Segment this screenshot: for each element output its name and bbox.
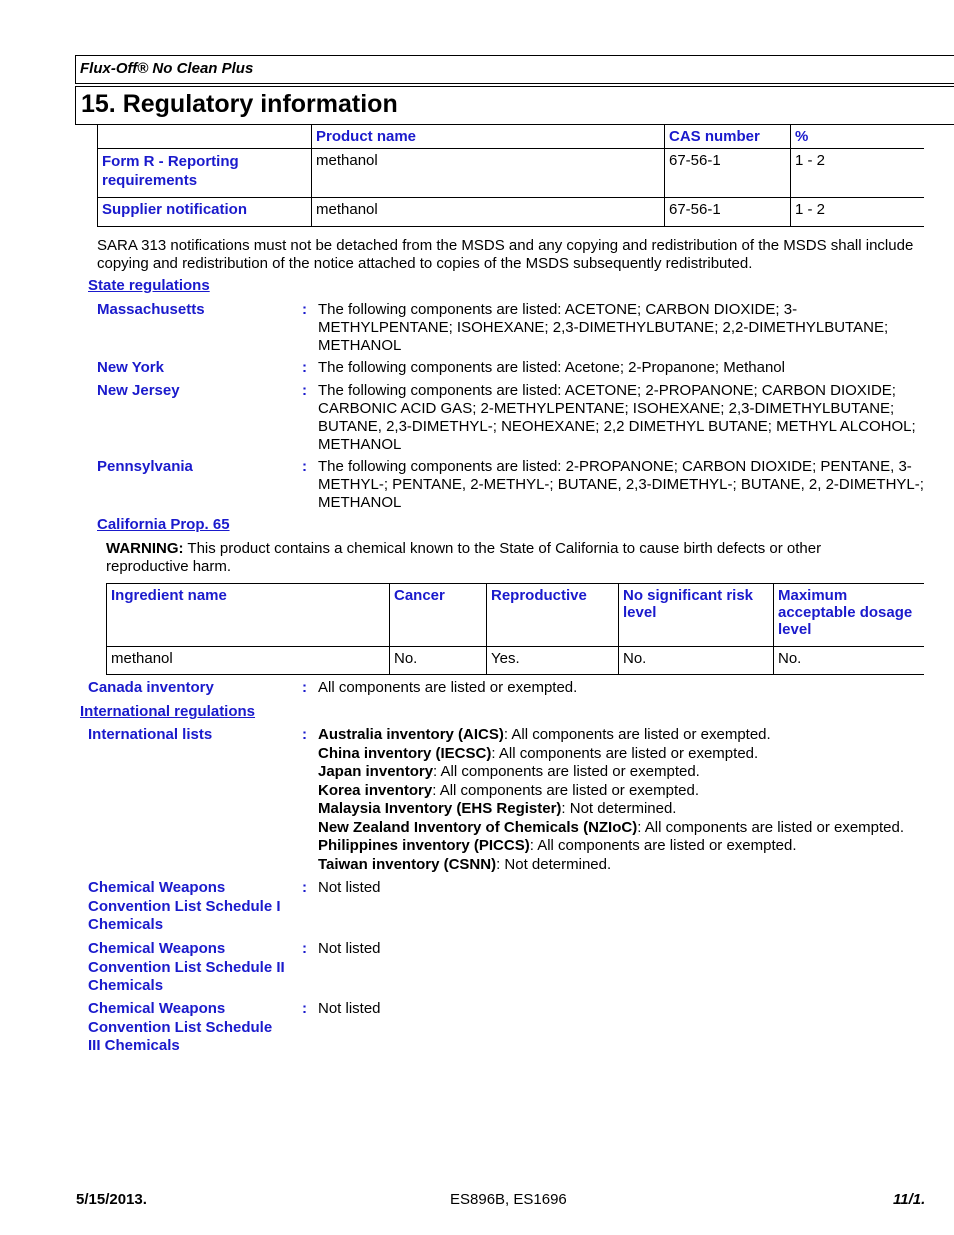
massachusetts-value: The following components are listed: ACETONE; CARBON DIOXIDE; 3-METHYLPENTANE; ISOHEXANE; 2,3-DIMETHYLBUTANE; 2,2-DIMETHYLBUTANE; METHANOL xyxy=(318,301,889,354)
colon: : xyxy=(302,458,307,475)
massachusetts-label: Massachusetts xyxy=(97,301,205,318)
footer-code: ES896B, ES1696 xyxy=(450,1191,567,1208)
table-header-cell: Ingredient name xyxy=(107,584,390,647)
colon: : xyxy=(302,679,307,696)
table-cell: 67-56-1 xyxy=(665,198,791,227)
cwc-schedule-1-label: Chemical Weapons Convention List Schedule I Chemicals xyxy=(88,879,281,933)
cwc-schedule-1-value: Not listed xyxy=(318,879,381,896)
cwc-schedule-2-value: Not listed xyxy=(318,940,381,957)
product-name: Flux-Off® No Clean Plus xyxy=(80,60,254,77)
table-cell: No. xyxy=(774,647,925,675)
footer-page-number: 11/1. xyxy=(893,1191,926,1208)
new-york-value: The following components are listed: Acetone; 2-Propanone; Methanol xyxy=(318,359,785,376)
table-cell: No. xyxy=(390,647,487,675)
table-header-cell: Maximum acceptable dosage level xyxy=(774,584,925,647)
state-regulations-heading: State regulations xyxy=(88,277,210,294)
table-row xyxy=(107,647,925,675)
table-cell: Yes. xyxy=(487,647,619,675)
table-header-row xyxy=(107,584,925,647)
table-header-cell: CAS number xyxy=(665,125,791,149)
international-lists-value xyxy=(318,726,948,874)
colon: : xyxy=(302,726,307,743)
table-cell: methanol xyxy=(312,149,665,198)
table-header-cell xyxy=(98,125,312,149)
section-title: 15. Regulatory information xyxy=(81,90,398,118)
california-prop65-heading: California Prop. 65 xyxy=(97,516,230,533)
canada-inventory-value: All components are listed or exempted. xyxy=(318,679,578,696)
inventory-line: Philippines inventory (PICCS): All components are listed or exempted. xyxy=(318,837,797,854)
table-row xyxy=(98,198,925,227)
new-york-label: New York xyxy=(97,359,164,376)
inventory-line: Korea inventory: All components are listed or exempted. xyxy=(318,781,700,799)
canada-inventory-label: Canada inventory xyxy=(88,679,214,696)
inventory-line: Taiwan inventory (CSNN): Not determined. xyxy=(318,855,612,873)
colon: : xyxy=(302,382,307,399)
inventory-line: Japan inventory: All components are listed or exempted. xyxy=(318,763,700,780)
new-jersey-label: New Jersey xyxy=(97,382,180,399)
colon: : xyxy=(302,940,307,957)
prop65-warning xyxy=(106,540,896,576)
table-cell: 1 - 2 xyxy=(791,198,925,227)
cwc-schedule-3-label: Chemical Weapons Convention List Schedule III Chemicals xyxy=(88,1000,273,1054)
colon: : xyxy=(302,1000,307,1017)
inventory-line: Australia inventory (AICS): All components are listed or exempted. xyxy=(318,726,771,743)
cwc-schedule-2-label: Chemical Weapons Convention List Schedule II Chemicals xyxy=(88,940,285,994)
sara-313-table xyxy=(97,125,924,227)
row-label: Supplier notification xyxy=(98,198,312,227)
colon: : xyxy=(302,301,307,318)
row-label: Form R - Reporting requirements xyxy=(98,149,312,198)
table-header-cell: Cancer xyxy=(390,584,487,647)
section-header xyxy=(75,86,954,125)
table-header-cell: Reproductive xyxy=(487,584,619,647)
inventory-line: Malaysia Inventory (EHS Register): Not determined. xyxy=(318,800,677,817)
colon: : xyxy=(302,359,307,376)
colon: : xyxy=(302,879,307,896)
table-cell: methanol xyxy=(107,647,390,675)
table-header-row xyxy=(98,125,925,149)
inventory-line: New Zealand Inventory of Chemicals (NZIoC): All components are listed or exempted. xyxy=(318,818,905,836)
table-cell: 67-56-1 xyxy=(665,149,791,198)
table-cell: No. xyxy=(619,647,774,675)
pennsylvania-value: The following components are listed: 2-PROPANONE; CARBON DIOXIDE; PENTANE, 3-METHYL-; PENTANE, 2-METHYL-; BUTANE, 2,3-DIMETHYL-; BUTANE, 2, 2-DIMETHYL-; METHANOL xyxy=(318,458,924,511)
table-header-cell: Product name xyxy=(312,125,665,149)
warning-label: WARNING: xyxy=(106,540,184,557)
table-cell: 1 - 2 xyxy=(791,149,925,198)
inventory-line: China inventory (IECSC): All components are listed or exempted. xyxy=(318,744,759,762)
table-cell: methanol xyxy=(312,198,665,227)
international-regulations-heading: International regulations xyxy=(80,703,256,720)
table-row xyxy=(98,149,925,198)
table-header-cell: % xyxy=(791,125,925,149)
sara-note: SARA 313 notifications must not be detached from the MSDS and any copying and redistribution of the MSDS shall include copying and redistribution of the notice attached to copies of the MSDS subsequently redistributed. xyxy=(97,237,914,272)
cwc-schedule-3-value: Not listed xyxy=(318,1000,381,1017)
prop65-table xyxy=(106,583,924,675)
international-lists-label: International lists xyxy=(88,726,213,743)
footer-date: 5/15/2013. xyxy=(76,1191,147,1208)
table-header-cell: No significant risk level xyxy=(619,584,774,647)
product-header xyxy=(75,55,954,84)
new-jersey-value: The following components are listed: ACETONE; 2-PROPANONE; CARBON DIOXIDE; CARBONIC ACID GAS; 2-METHYLPENTANE; ISOHEXANE; 2,3-DIMETHYLBUTANE; BUTANE, 2,3-DIMETHYL-; NEOHEXANE; 2,2 DIMETHYL BUTANE; METHYL ALCOHOL; METHANOL xyxy=(318,382,916,453)
pennsylvania-label: Pennsylvania xyxy=(97,458,193,475)
warning-text: This product contains a chemical known to the State of California to cause birth defects or other reproductive harm. xyxy=(106,540,822,575)
